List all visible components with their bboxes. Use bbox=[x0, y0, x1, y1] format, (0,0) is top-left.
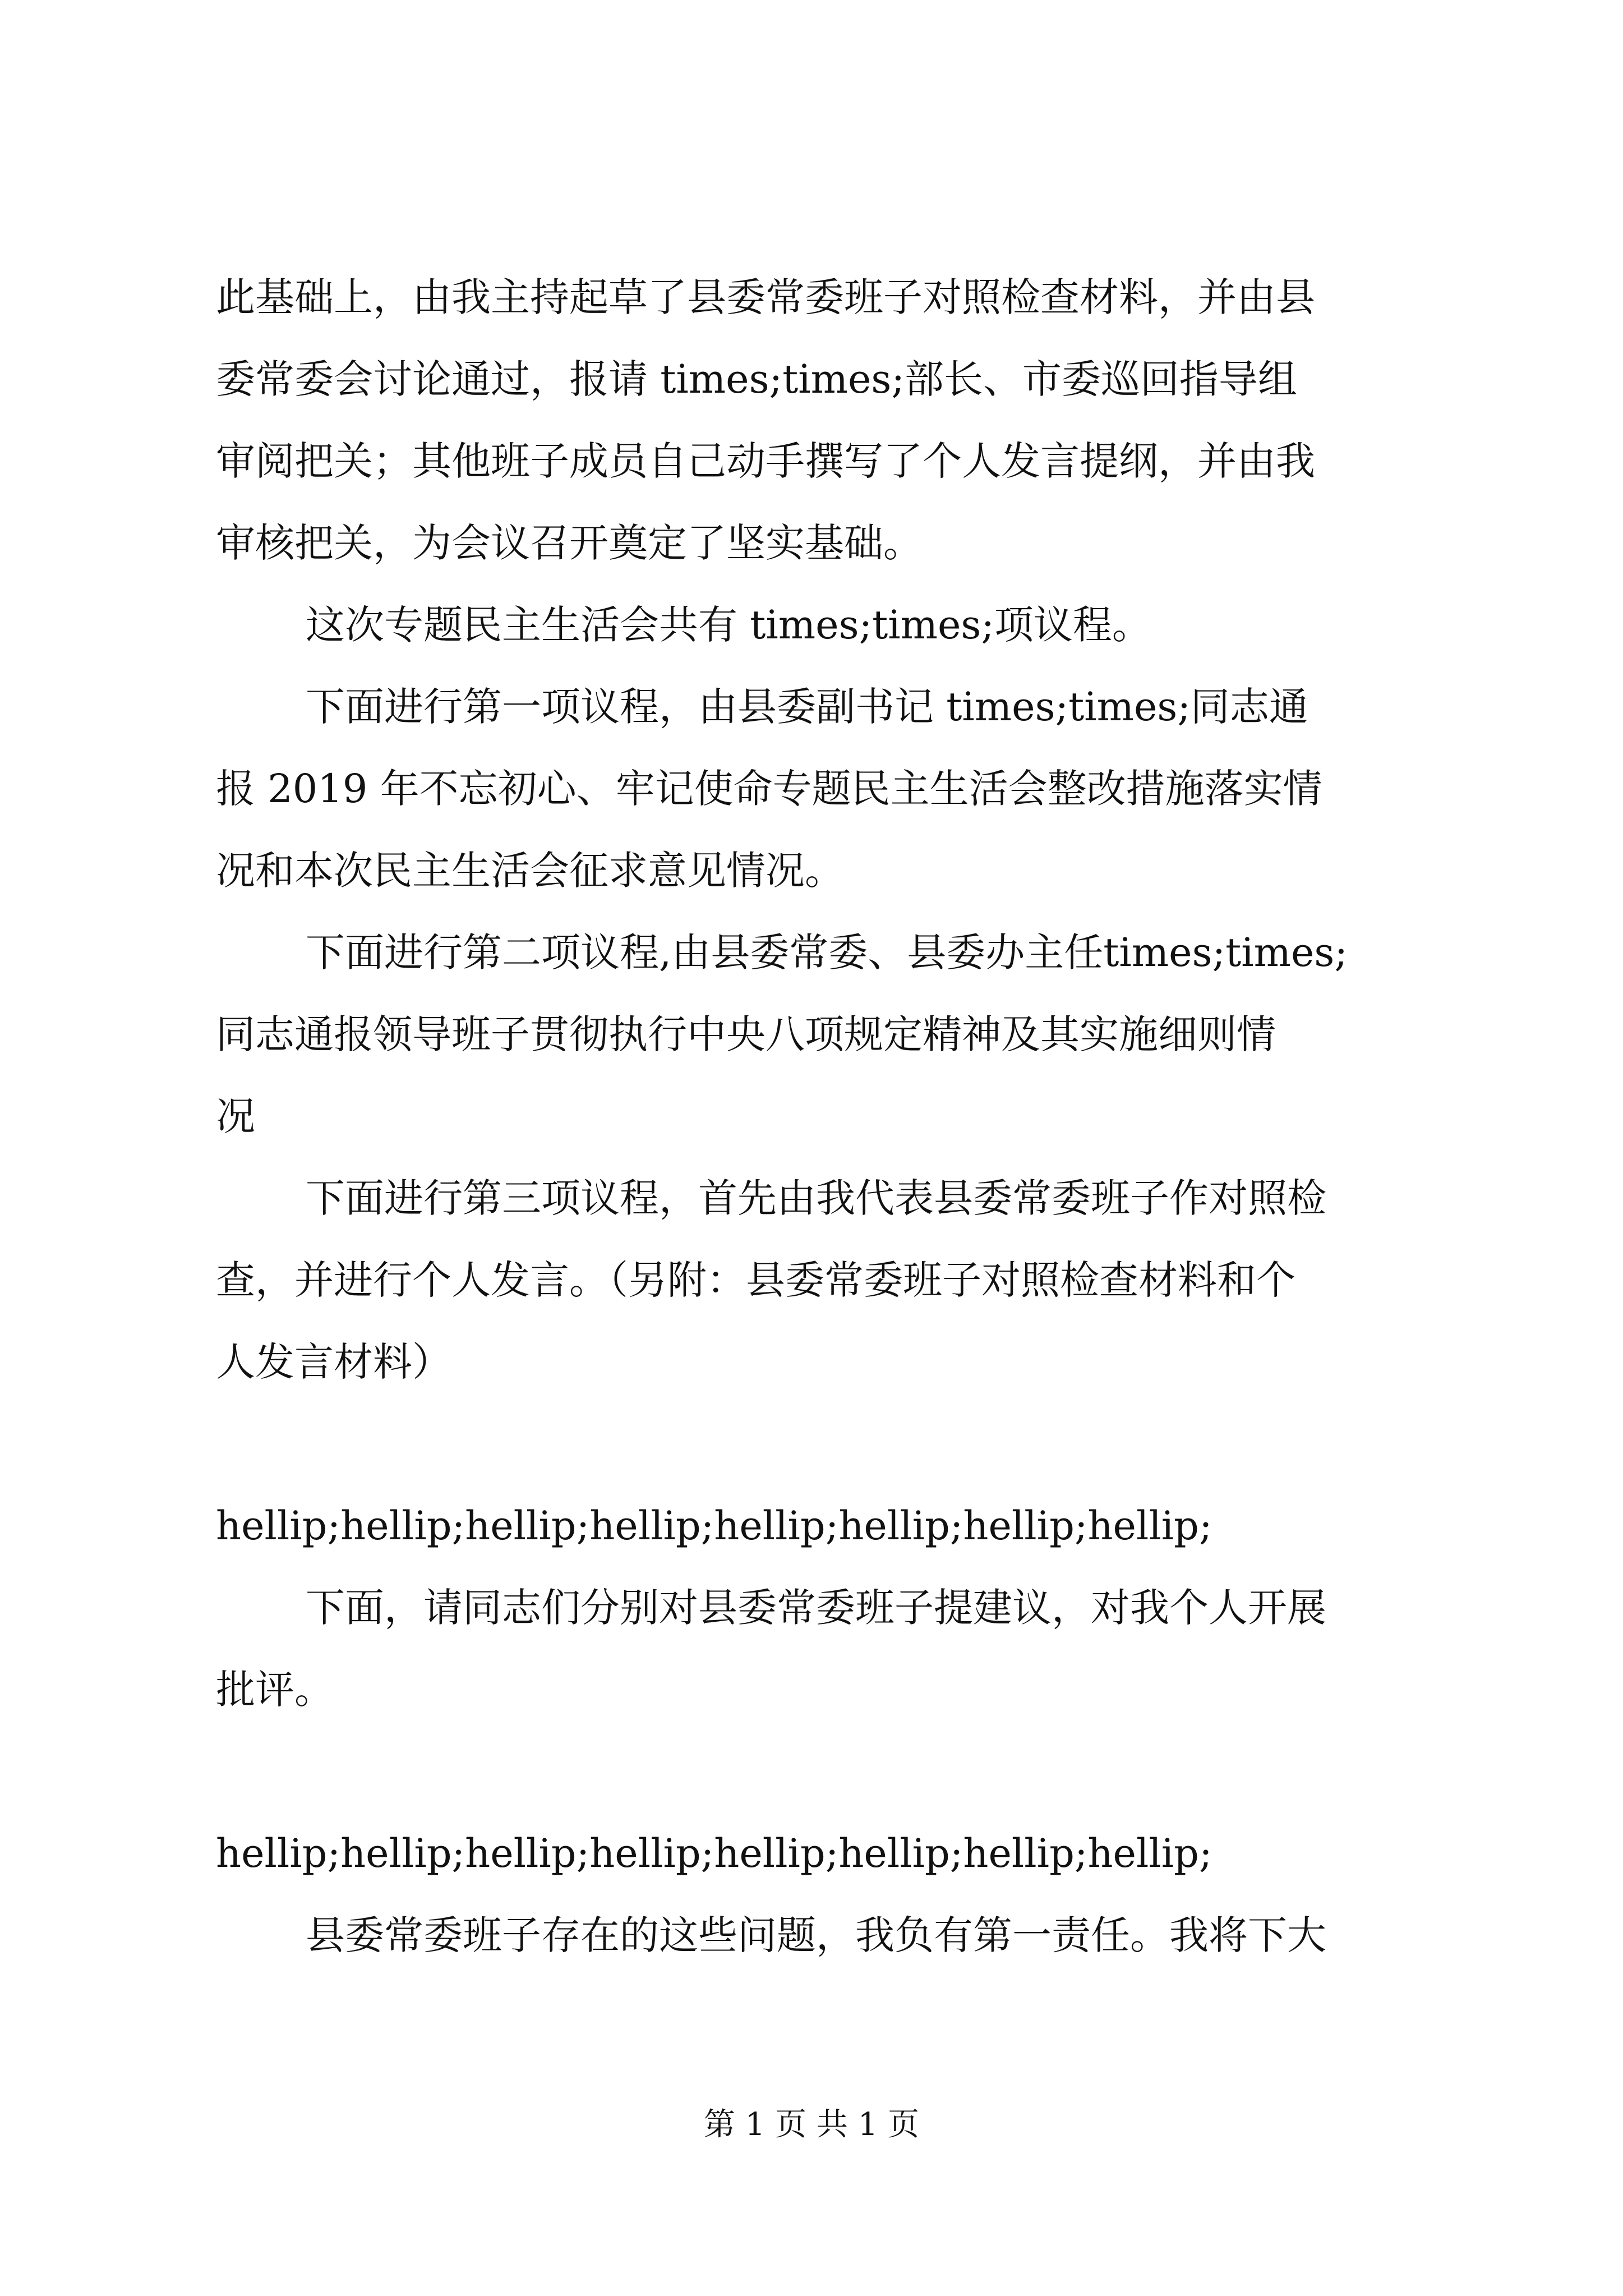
body-line: 审阅把关；其他班子成员自己动手撰写了个人发言提纲，并由我 bbox=[216, 438, 1315, 484]
page-footer: 第 1 页 共 1 页 bbox=[703, 2106, 920, 2143]
body-line: 况 bbox=[216, 1093, 255, 1139]
paragraph-first-line: 下面进行第三项议程，首先由我代表县委常委班子作对照检 bbox=[306, 1175, 1326, 1221]
blank-line bbox=[216, 1745, 1422, 1826]
body-line: 况和本次民主生活会征求意见情况。 bbox=[216, 848, 844, 894]
blank-line bbox=[216, 1417, 1422, 1499]
paragraph-first-line: 下面进行第一项议程，由县委副书记 times;times;同志通 bbox=[306, 684, 1308, 730]
body-line: 此基础上，由我主持起草了县委常委班子对照检查材料，并由县 bbox=[216, 274, 1315, 320]
body-line: 人发言材料） bbox=[216, 1339, 451, 1385]
ellipsis-line: hellip;hellip;hellip;hellip;hellip;hellip;hellip;hellip; bbox=[216, 1503, 1212, 1549]
body-line: 审核把关，为会议召开奠定了坚实基础。 bbox=[216, 520, 923, 566]
body-line: 查，并进行个人发言。（另附：县委常委班子对照检查材料和个 bbox=[216, 1257, 1295, 1303]
body-line: 同志通报领导班子贯彻执行中央八项规定精神及其实施细则情 bbox=[216, 1011, 1276, 1057]
body-line: 批评。 bbox=[216, 1667, 334, 1713]
paragraph-first-line: 这次专题民主生活会共有 times;times;项议程。 bbox=[306, 602, 1151, 648]
paragraph-first-line: 下面进行第二项议程,由县委常委、县委办主任times;times; bbox=[306, 930, 1348, 976]
paragraph-first-line: 下面，请同志们分别对县委常委班子提建议，对我个人开展 bbox=[306, 1585, 1326, 1631]
ellipsis-line: hellip;hellip;hellip;hellip;hellip;hellip;hellip;hellip; bbox=[216, 1830, 1212, 1876]
body-line: 报 2019 年不忘初心、牢记使命专题民主生活会整改措施落实情 bbox=[216, 766, 1322, 812]
paragraph-first-line: 县委常委班子存在的这些问题，我负有第一责任。我将下大 bbox=[306, 1912, 1326, 1958]
body-line: 委常委会讨论通过，报请 times;times;部长、市委巡回指导组 bbox=[216, 356, 1297, 402]
document-body bbox=[216, 270, 1422, 1990]
